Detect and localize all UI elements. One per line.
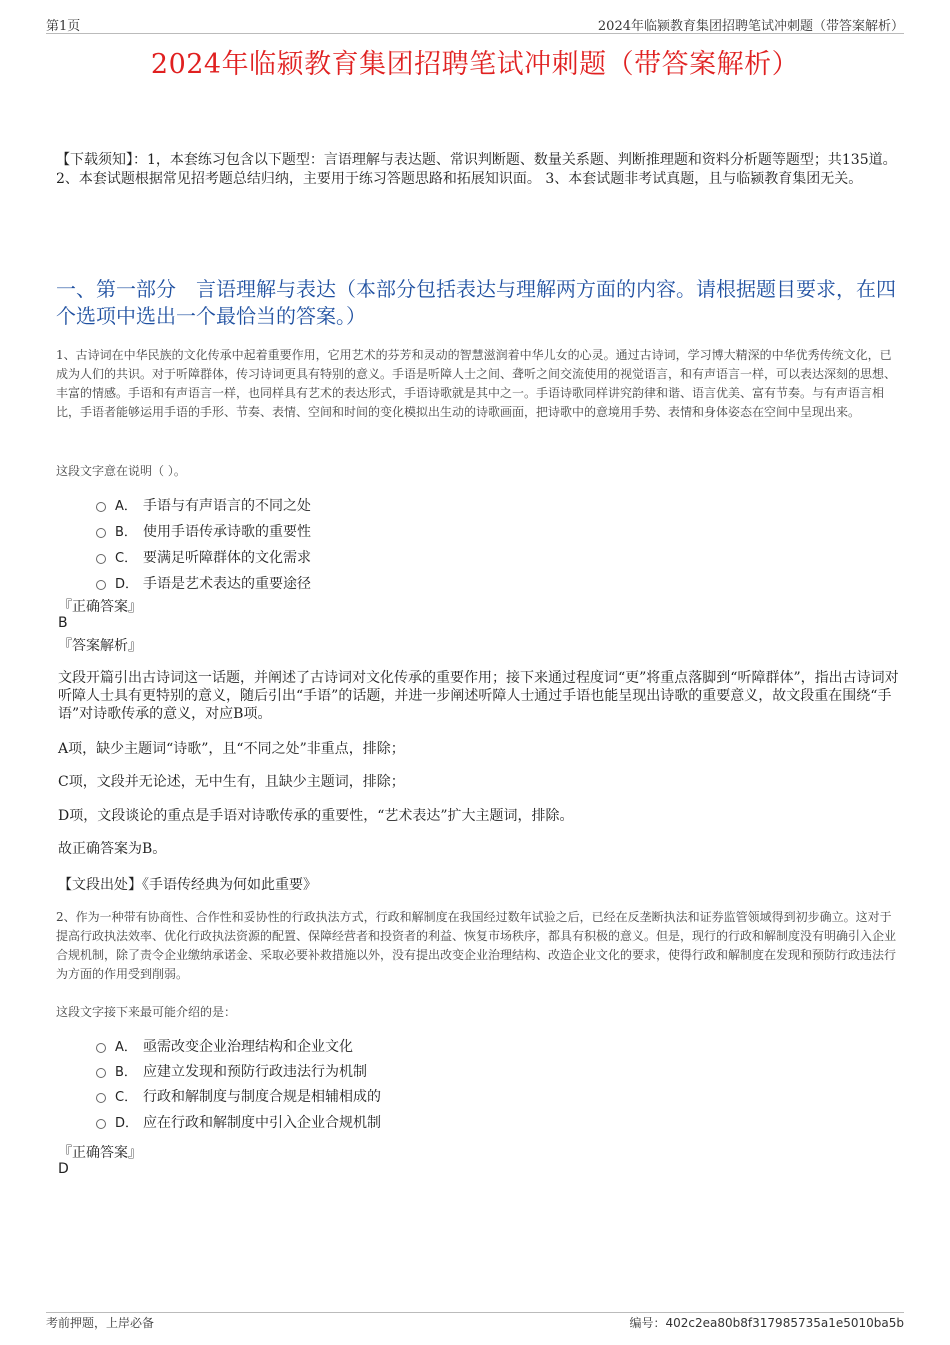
q1-analysis-a: A项，缺少主题词“诗歌”，且“不同之处”非重点，排除； [58,741,405,757]
q2-option-c[interactable]: C． 行政和解制度与制度合规是相辅相成的 [96,1087,381,1107]
q1-option-b[interactable]: B． 使用手语传承诗歌的重要性 [96,522,311,542]
q1-option-c[interactable]: C． 要满足听障群体的文化需求 [96,548,311,568]
radio-icon[interactable] [96,580,106,590]
footer-code [630,1314,904,1331]
q2-answer-tag: 『正确答案』 [58,1145,142,1161]
header-doc-title: 2024年临颍教育集团招聘笔试冲刺题（带答案解析） [597,19,904,34]
q1-source: 【文段出处】《手语传经典为何如此重要》 [58,877,317,893]
footer-code-label: 编号： [629,1316,666,1330]
radio-icon[interactable] [96,554,106,564]
q2-option-b[interactable]: B． 应建立发现和预防行政违法行为机制 [96,1062,367,1082]
q1-prompt: 这段文字意在说明（ ）。 [56,464,186,478]
q2-passage: 2、作为一种带有协商性、合作性和妥协性的行政执法方式，行政和解制度在我国经过数年试验之后，已经在反垄断执法和证券监管领域得到初步确立。这对于提高行政执法效率、优化行政执法资源的配置、保障经营者和投资者的利益、恢复市场秩序，都具有积极的意义。但是，现行的行政和解制度没有明确引入企业合规机制，除了责令企业缴纳承诺金、采取必要补救措施以外，没有提出改变企业治理结构、改造企业文化的要求，使得行政和解制度在发现和预防行政违法行为方面的作用受到削弱。 [56,910,897,981]
radio-icon[interactable] [96,1093,106,1103]
page-title: 2024年临颍教育集团招聘笔试冲刺题（带答案解析） [150,49,800,80]
q1-answer: B [58,615,68,631]
footer-slogan: 考前押题，上岸必备 [46,1316,155,1330]
download-notice: 【下载须知】：1，本套练习包含以下题型：言语理解与表达题、常识判断题、数量关系题、判断推理题和资料分析题等题型；共135道。 2、本套试题根据常见招考题总结归纳，主要用于练习答题思路和拓展知识面。 3、本套试题非考试真题，且与临颍教育集团无关。 [56,152,897,187]
q1-analysis-main: 文段开篇引出古诗词这一话题，并阐述了古诗词对文化传承的重要作用；接下来通过程度词“更”将重点落脚到“听障群体”，指出古诗词对听障人士具有更特别的意义，随后引出“手语”的话题，并进一步阐述听障人士通过手语也能呈现出诗歌的重要意义，故文段重在围绕“手语”对诗歌传承的意义，对应B项。 [58,670,899,722]
page-number: 第1页 [46,19,81,34]
radio-icon[interactable] [96,1119,106,1129]
radio-icon[interactable] [96,1043,106,1053]
footer-divider [46,1312,904,1313]
q1-passage: 1、古诗词在中华民族的文化传承中起着重要作用，它用艺术的芬芳和灵动的智慧滋润着中华儿女的心灵。通过古诗词，学习博大精深的中华优秀传统文化，已成为人们的共识。对于听障群体，传习诗词更具有特别的意义。手语是听障人士之间、聋听之间交流使用的视觉语言，和有声语言一样，可以表达深刻的思想、丰富的情感。手语和有声语言一样，也同样具有艺术的表达形式，手语诗歌就是其中之一。手语诗歌同样讲究韵律和谐、语言优美、富有节奏。与有声语言相比，手语者能够运用手语的手形、节奏、表情、空间和时间的变化模拟出生动的诗歌画面，把诗歌中的意境用手势、表情和身体姿态在空间中呈现出来。 [56,348,897,419]
q2-answer: D [58,1161,69,1177]
header-divider [46,33,904,34]
q1-analysis-tag: 『答案解析』 [58,638,142,654]
q1-analysis-conclusion: 故正确答案为B。 [58,841,167,857]
q2-prompt: 这段文字接下来最可能介绍的是： [56,1005,237,1019]
radio-icon[interactable] [96,528,106,538]
q1-option-d[interactable]: D． 手语是艺术表达的重要途径 [96,574,311,594]
radio-icon[interactable] [96,502,106,512]
q1-analysis-c: C项，文段并无论述，无中生有，且缺少主题词，排除； [58,774,405,790]
section-heading: 一、第一部分 言语理解与表达（本部分包括表达与理解两方面的内容。请根据题目要求，在四个选项中选出一个最恰当的答案。） [56,277,896,328]
q1-option-a[interactable]: A． 手语与有声语言的不同之处 [96,496,311,516]
q2-option-d[interactable]: D． 应在行政和解制度中引入企业合规机制 [96,1113,381,1133]
q1-analysis-d: D项，文段谈论的重点是手语对诗歌传承的重要性，“艺术表达”扩大主题词，排除。 [58,808,574,824]
radio-icon[interactable] [96,1068,106,1078]
q2-option-a[interactable]: A． 亟需改变企业治理结构和企业文化 [96,1037,353,1057]
q1-answer-tag: 『正确答案』 [58,599,142,615]
footer-code-value: 402c2ea80b8f317985735a1e5010ba5b [665,1316,904,1330]
